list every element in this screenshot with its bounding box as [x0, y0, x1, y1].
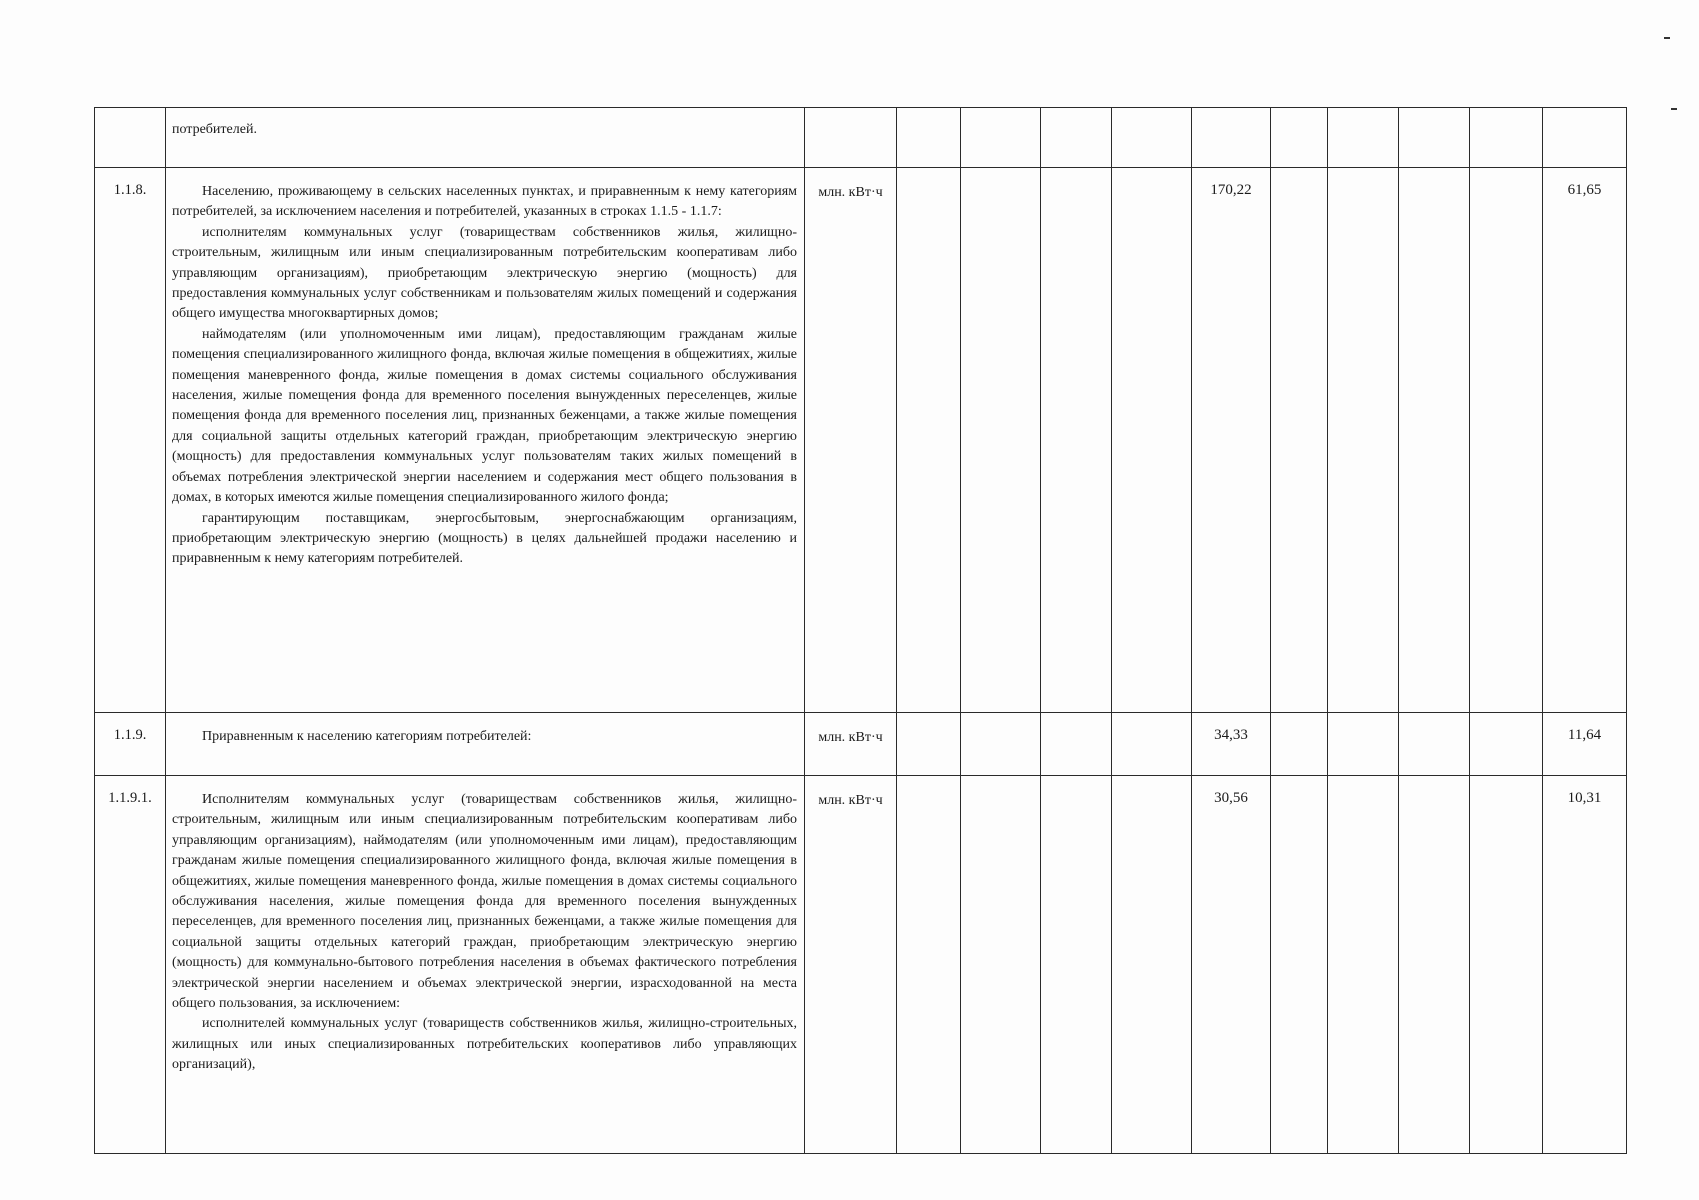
description-paragraph: гарантирующим поставщикам, энергосбытовым, энергоснабжающим организациям, приобретающим электрическую энергию (мощность) в целях дальнейшей продажи населению и приравненным к нему категориям потребителей.: [172, 510, 797, 567]
table-cell: [1328, 713, 1399, 776]
table-cell: [897, 108, 961, 168]
row-number: 1.1.9.1.: [95, 776, 166, 1154]
table-cell: [897, 713, 961, 776]
table-cell: [1041, 168, 1112, 713]
row-value-a: [1192, 108, 1271, 168]
row-unit: млн. кВт·ч: [805, 776, 897, 1154]
table-cell: [1041, 776, 1112, 1154]
table-cell: [961, 713, 1041, 776]
scan-mark-right: [1671, 108, 1677, 110]
scan-mark-top: [1664, 37, 1670, 39]
description-paragraph: Населению, проживающему в сельских населенных пунктах, и приравненным к нему категориям потребителей, за исключением населения и потребителей, указанных в строках 1.1.5 - 1.1.7:: [172, 184, 797, 220]
row-value-b: [1543, 108, 1627, 168]
table-cell: [1470, 713, 1543, 776]
table-cell: [1470, 168, 1543, 713]
row-description: [166, 776, 805, 1154]
table-row: [95, 168, 1627, 713]
table-cell: [1470, 108, 1543, 168]
table-cell: [1271, 713, 1328, 776]
row-number: 1.1.9.: [95, 713, 166, 776]
row-number: [95, 108, 166, 168]
row-value-a: 34,33: [1192, 713, 1271, 776]
row-description: [166, 108, 805, 168]
table-cell: [1328, 108, 1399, 168]
table-cell: [1112, 168, 1192, 713]
description-paragraph: исполнителям коммунальных услуг (товариществам собственников жилья, жилищно-строительным, жилищным или иным специализированным потребительским кооперативам либо управляющим организациям), приобретающим электрическую энергию (мощность) для предоставления коммунальных услуг собственникам и пользователям жилых помещений и содержания общего имущества многоквартирных домов;: [172, 224, 797, 322]
table-row: [95, 713, 1627, 776]
row-number: 1.1.8.: [95, 168, 166, 713]
table-cell: [897, 776, 961, 1154]
row-value-b: 11,64: [1543, 713, 1627, 776]
table-cell: [961, 108, 1041, 168]
table-cell: [961, 168, 1041, 713]
table-cell: [1271, 168, 1328, 713]
table-row: [95, 108, 1627, 168]
description-paragraph: Приравненным к населению категориям потребителей:: [202, 729, 532, 744]
row-value-b: 10,31: [1543, 776, 1627, 1154]
table-cell: [1470, 776, 1543, 1154]
table-cell: [1112, 776, 1192, 1154]
row-value-b: 61,65: [1543, 168, 1627, 713]
table-cell: [1271, 108, 1328, 168]
row-unit: млн. кВт·ч: [805, 168, 897, 713]
table-cell: [1399, 168, 1470, 713]
table-cell: [1041, 713, 1112, 776]
row-description: [166, 713, 805, 776]
table-cell: [897, 168, 961, 713]
table-cell: [1112, 713, 1192, 776]
table-cell: [961, 776, 1041, 1154]
table-cell: [1112, 108, 1192, 168]
table-cell: [1328, 776, 1399, 1154]
row-unit: [805, 108, 897, 168]
row-value-a: 170,22: [1192, 168, 1271, 713]
description-paragraph: исполнителей коммунальных услуг (товариществ собственников жилья, жилищно-строительных, жилищных или иных специализированных потребительских кооперативов либо управляющих организаций),: [172, 1016, 797, 1073]
table-cell: [1271, 776, 1328, 1154]
row-unit: млн. кВт·ч: [805, 713, 897, 776]
table-cell: [1399, 776, 1470, 1154]
table-cell: [1399, 713, 1470, 776]
table-cell: [1399, 108, 1470, 168]
row-description: [166, 168, 805, 713]
description-paragraph: потребителей.: [172, 122, 257, 137]
description-paragraph: Исполнителям коммунальных услуг (товариществам собственников жилья, жилищно-строительным, жилищным или иным специализированным потребительским кооперативам либо управляющим организациям), наймодателям (или уполномоченным ими лицам), предоставляющим гражданам жилые помещения специализированного жилищного фонда, включая жилые помещения в общежитиях, жилые помещения маневренного фонда, жилые помещения в домах системы социального обслуживания населения, жилые помещения фонда для временного поселения вынужденных переселенцев, для временного поселения лиц, признанных беженцами, а также жилые помещения для социальной защиты отдельных категорий граждан, приобретающим электрическую энергию (мощность) для коммунально-бытового потребления населения в объемах фактического потребления электрической энергии населением и объемах электрической энергии, израсходованной на места общего пользования, за исключением:: [172, 792, 797, 1012]
table-row: [95, 776, 1627, 1154]
table-cell: [1328, 168, 1399, 713]
table-cell: [1041, 108, 1112, 168]
tariff-table: [94, 107, 1627, 1154]
description-paragraph: наймодателям (или уполномоченным ими лицам), предоставляющим гражданам жилые помещения специализированного жилищного фонда, включая жилые помещения в общежитиях, жилые помещения маневренного фонда, жилые помещения в домах системы социального обслуживания населения, жилые помещения фонда для временного поселения вынужденных переселенцев, жилые помещения фонда для временного поселения лиц, признанных беженцами, а также жилые помещения для социальной защиты отдельных категорий граждан, приобретающим электрическую энергию (мощность) для предоставления коммунальных услуг пользователям таких жилых помещений в объемах потребления электрической энергии населением и содержания мест общего пользования в домах, в которых имеются жилые помещения специализированного жилого фонда;: [172, 326, 797, 506]
row-value-a: 30,56: [1192, 776, 1271, 1154]
